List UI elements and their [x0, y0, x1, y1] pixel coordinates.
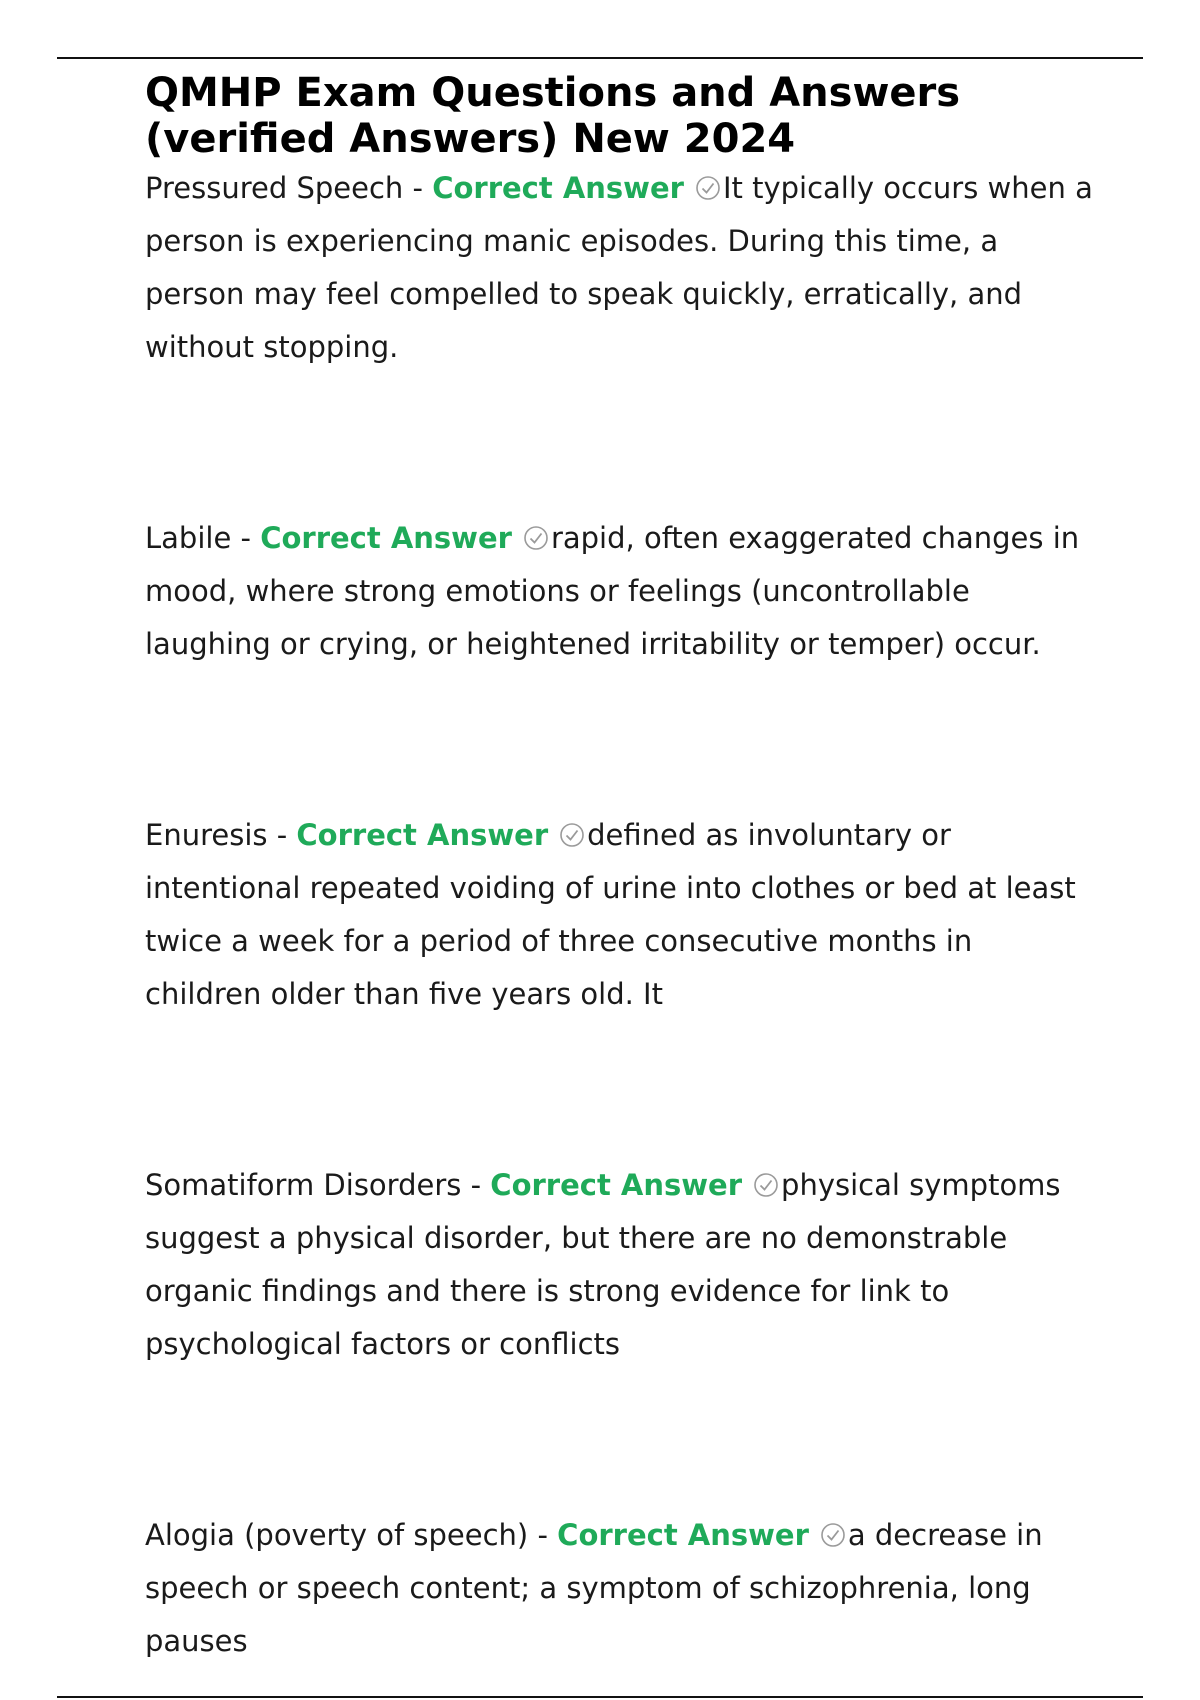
qa-item-alogia — [145, 1509, 1095, 1668]
term: Enuresis - — [145, 818, 297, 852]
qa-item-enuresis — [145, 809, 1095, 1021]
check-circle-icon — [694, 174, 722, 202]
correct-answer-label: Correct Answer — [260, 521, 512, 555]
qa-item-labile — [145, 512, 1095, 671]
definition: rapid, often exaggerated changes in mood, where strong emotions or feelings (uncontrollable laughing or crying, or heightened irritability or temper) occur. — [145, 521, 1080, 661]
check-circle-icon — [558, 821, 586, 849]
bottom-rule — [57, 1696, 1143, 1698]
term: Pressured Speech - — [145, 171, 433, 205]
term: Somatiform Disorders - — [145, 1168, 491, 1202]
qa-item-somatiform-disorders — [145, 1159, 1095, 1371]
qa-item-pressured-speech — [145, 162, 1095, 374]
check-circle-icon — [522, 524, 550, 552]
definition: It typically occurs when a person is experiencing manic episodes. During this time, a person may feel compelled to speak quickly, erratically, and without stopping. — [145, 171, 1093, 364]
definition: defined as involuntary or intentional repeated voiding of urine into clothes or bed at least twice a week for a period of three consecutive months in children older than five years old. It — [145, 818, 1076, 1011]
term: Alogia (poverty of speech) - — [145, 1518, 558, 1552]
correct-answer-label: Correct Answer — [490, 1168, 743, 1202]
definition: a decrease in speech or speech content; a symptom of schizophrenia, long pauses — [145, 1518, 1043, 1658]
top-rule — [57, 57, 1143, 59]
definition: physical symptoms suggest a physical disorder, but there are no demonstrable organic findings and there is strong evidence for link to psychological factors or conflicts — [145, 1168, 1061, 1361]
document-title: QMHP Exam Questions and Answers (verified Answers) New 2024 — [145, 70, 961, 162]
correct-answer-label: Correct Answer — [296, 818, 549, 852]
term: Labile - — [145, 521, 261, 555]
correct-answer-label: Correct Answer — [432, 171, 684, 205]
check-circle-icon — [752, 1171, 780, 1199]
check-circle-icon — [819, 1521, 847, 1549]
correct-answer-label: Correct Answer — [557, 1518, 809, 1552]
document-body — [145, 70, 1095, 1668]
